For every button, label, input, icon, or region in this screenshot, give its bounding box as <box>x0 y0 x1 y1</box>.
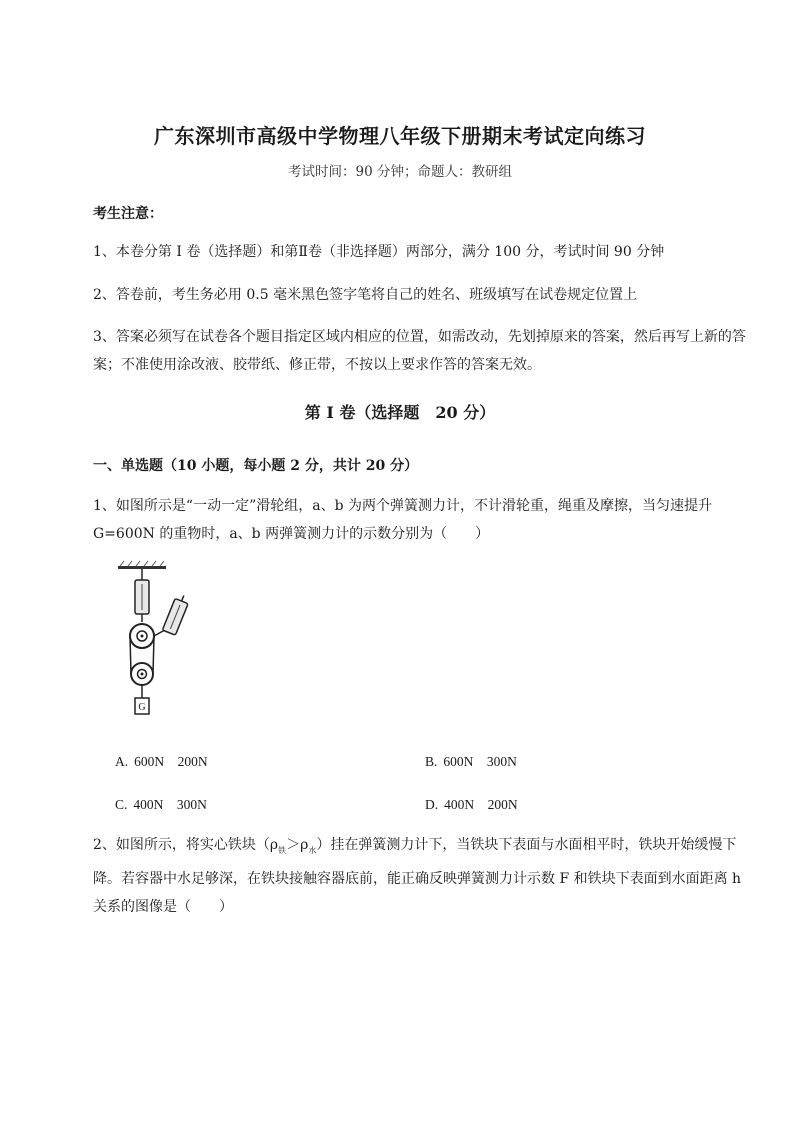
section-title: 第 I 卷（选择题 20 分） <box>304 403 496 422</box>
option-c-letter: C. <box>115 797 128 812</box>
notice-heading: 考生注意： <box>93 206 163 222</box>
option-d[interactable] <box>425 793 518 813</box>
option-a[interactable] <box>115 750 208 770</box>
option-a-letter: A. <box>115 754 129 769</box>
page-title: 广东深圳市高级中学物理八年级下册期末考试定向练习 <box>154 124 646 148</box>
q2-text-c: ）挂在弹簧测力计下，当铁块下表面与水面相平时，铁块开始缓慢下降。若容器中水足够深，在铁块接触容器底前，能正确反映弹簧测力计示数 F 和铁块下表面到水面距离 h 关系的图像是（ ） <box>93 837 742 915</box>
q2-text-b: ＞ρ <box>286 837 309 853</box>
option-b-text: 600N 300N <box>443 754 517 769</box>
q2-sub-water: 水 <box>308 845 317 855</box>
option-d-text: 400N 200N <box>444 797 518 812</box>
weight-label: G <box>138 702 146 713</box>
q2-text-a: 2、如图所示，将实心铁块（ρ <box>93 837 279 853</box>
question-2-text <box>93 831 753 921</box>
notice-item-1: 1、本卷分第 I 卷（选择题）和第Ⅱ卷（非选择题）两部分，满分 100 分，考试时间 90 分钟 <box>93 244 665 260</box>
option-a-text: 600N 200N <box>134 754 208 769</box>
option-c[interactable] <box>115 793 207 813</box>
question-group-heading: 一、单选题（10 小题，每小题 2 分，共计 20 分） <box>93 458 419 474</box>
q2-sub-iron: 铁 <box>278 845 287 855</box>
option-b-letter: B. <box>425 754 438 769</box>
notice-item-3: 3、答案必须写在试卷各个题目指定区域内相应的位置，如需改动，先划掉原来的答案，然后再写上新的答案；不准使用涂改液、胶带纸、修正带，不按以上要求作答的答案无效。 <box>93 329 746 373</box>
exam-info: 考试时间：90 分钟；命题人：教研组 <box>288 164 512 180</box>
option-d-letter: D. <box>425 797 439 812</box>
notice-item-2: 2、答卷前，考生务必用 0.5 毫米黑色签字笔将自己的姓名、班级填写在试卷规定位置上 <box>93 287 638 303</box>
option-c-text: 400N 300N <box>133 797 207 812</box>
option-b[interactable] <box>425 750 517 770</box>
question-1-text: 1、如图所示是“一动一定”滑轮组，a、b 为两个弹簧测力计，不计滑轮重，绳重及摩擦，当匀速提升 G=600N 的重物时，a、b 两弹簧测力计的示数分别为（ ） <box>93 498 712 542</box>
pulley-figure <box>110 560 210 720</box>
